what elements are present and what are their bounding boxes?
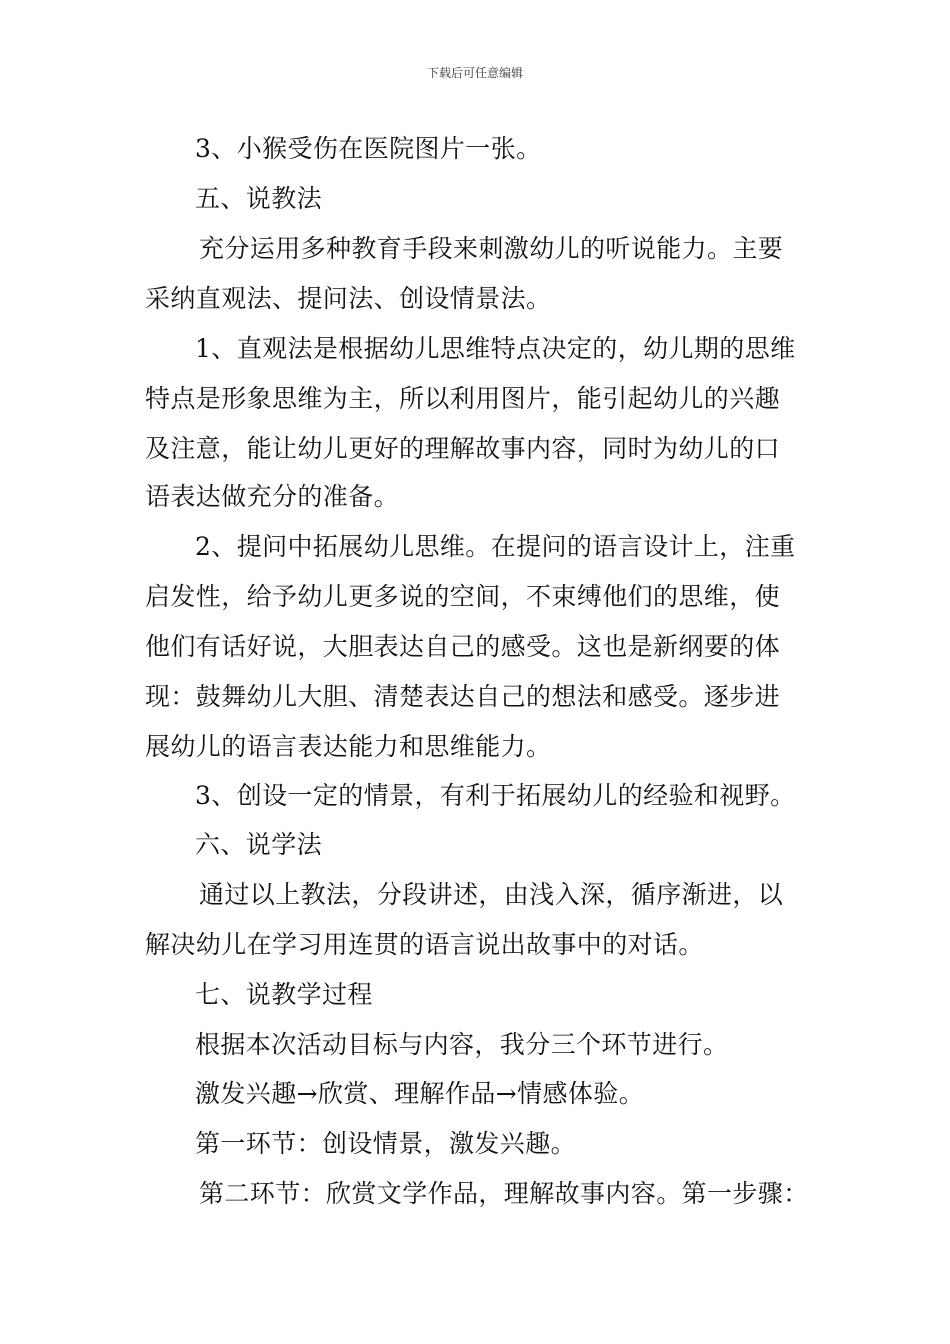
text-line: 激发兴趣→欣赏、理解作品→情感体验。 xyxy=(195,1079,645,1108)
section-heading: 六、说学法 xyxy=(195,830,323,859)
text-line: 及注意，能让幼儿更好的理解故事内容，同时为幼儿的口 xyxy=(145,434,781,463)
text-line: 采纳直观法、提问法、创设情景法。 xyxy=(145,284,552,313)
text-line: 他们有话好说，大胆表达自己的感受。这也是新纲要的体 xyxy=(145,632,781,661)
text-line: 3、小猴受伤在医院图片一张。 xyxy=(195,134,542,163)
text-line: 根据本次活动目标与内容，我分三个环节进行。 xyxy=(195,1030,729,1059)
page-header: 下载后可任意编辑 xyxy=(426,66,523,80)
text-line: 通过以上教法，分段讲述，由浅入深，循序渐进，以 xyxy=(199,880,784,909)
text-line: 3、创设一定的情景，有利于拓展幼儿的经验和视野。 xyxy=(195,781,796,810)
text-line: 特点是形象思维为主，所以利用图片，能引起幼儿的兴趣 xyxy=(145,384,781,413)
text-line: 现：鼓舞幼儿大胆、清楚表达自己的想法和感受。逐步进 xyxy=(145,682,781,711)
text-line: 2、提问中拓展幼儿思维。在提问的语言设计上，注重 xyxy=(195,532,796,561)
text-line: 启发性，给予幼儿更多说的空间，不束缚他们的思维，使 xyxy=(145,582,781,611)
text-line: 展幼儿的语言表达能力和思维能力。 xyxy=(145,732,552,761)
text-line: 解决幼儿在学习用连贯的语言说出故事中的对话。 xyxy=(145,930,704,959)
text-line: 第一环节：创设情景，激发兴趣。 xyxy=(195,1129,577,1158)
section-heading: 七、说教学过程 xyxy=(195,980,373,1009)
text-line: 1、直观法是根据幼儿思维特点决定的，幼儿期的思维 xyxy=(195,334,796,363)
text-line: 第二环节：欣赏文学作品，理解故事内容。第一步骤： xyxy=(199,1179,809,1208)
section-heading: 五、说教法 xyxy=(195,184,323,213)
text-line: 充分运用多种教育手段来刺激幼儿的听说能力。主要 xyxy=(199,234,784,263)
text-line: 语表达做充分的准备。 xyxy=(145,482,400,511)
